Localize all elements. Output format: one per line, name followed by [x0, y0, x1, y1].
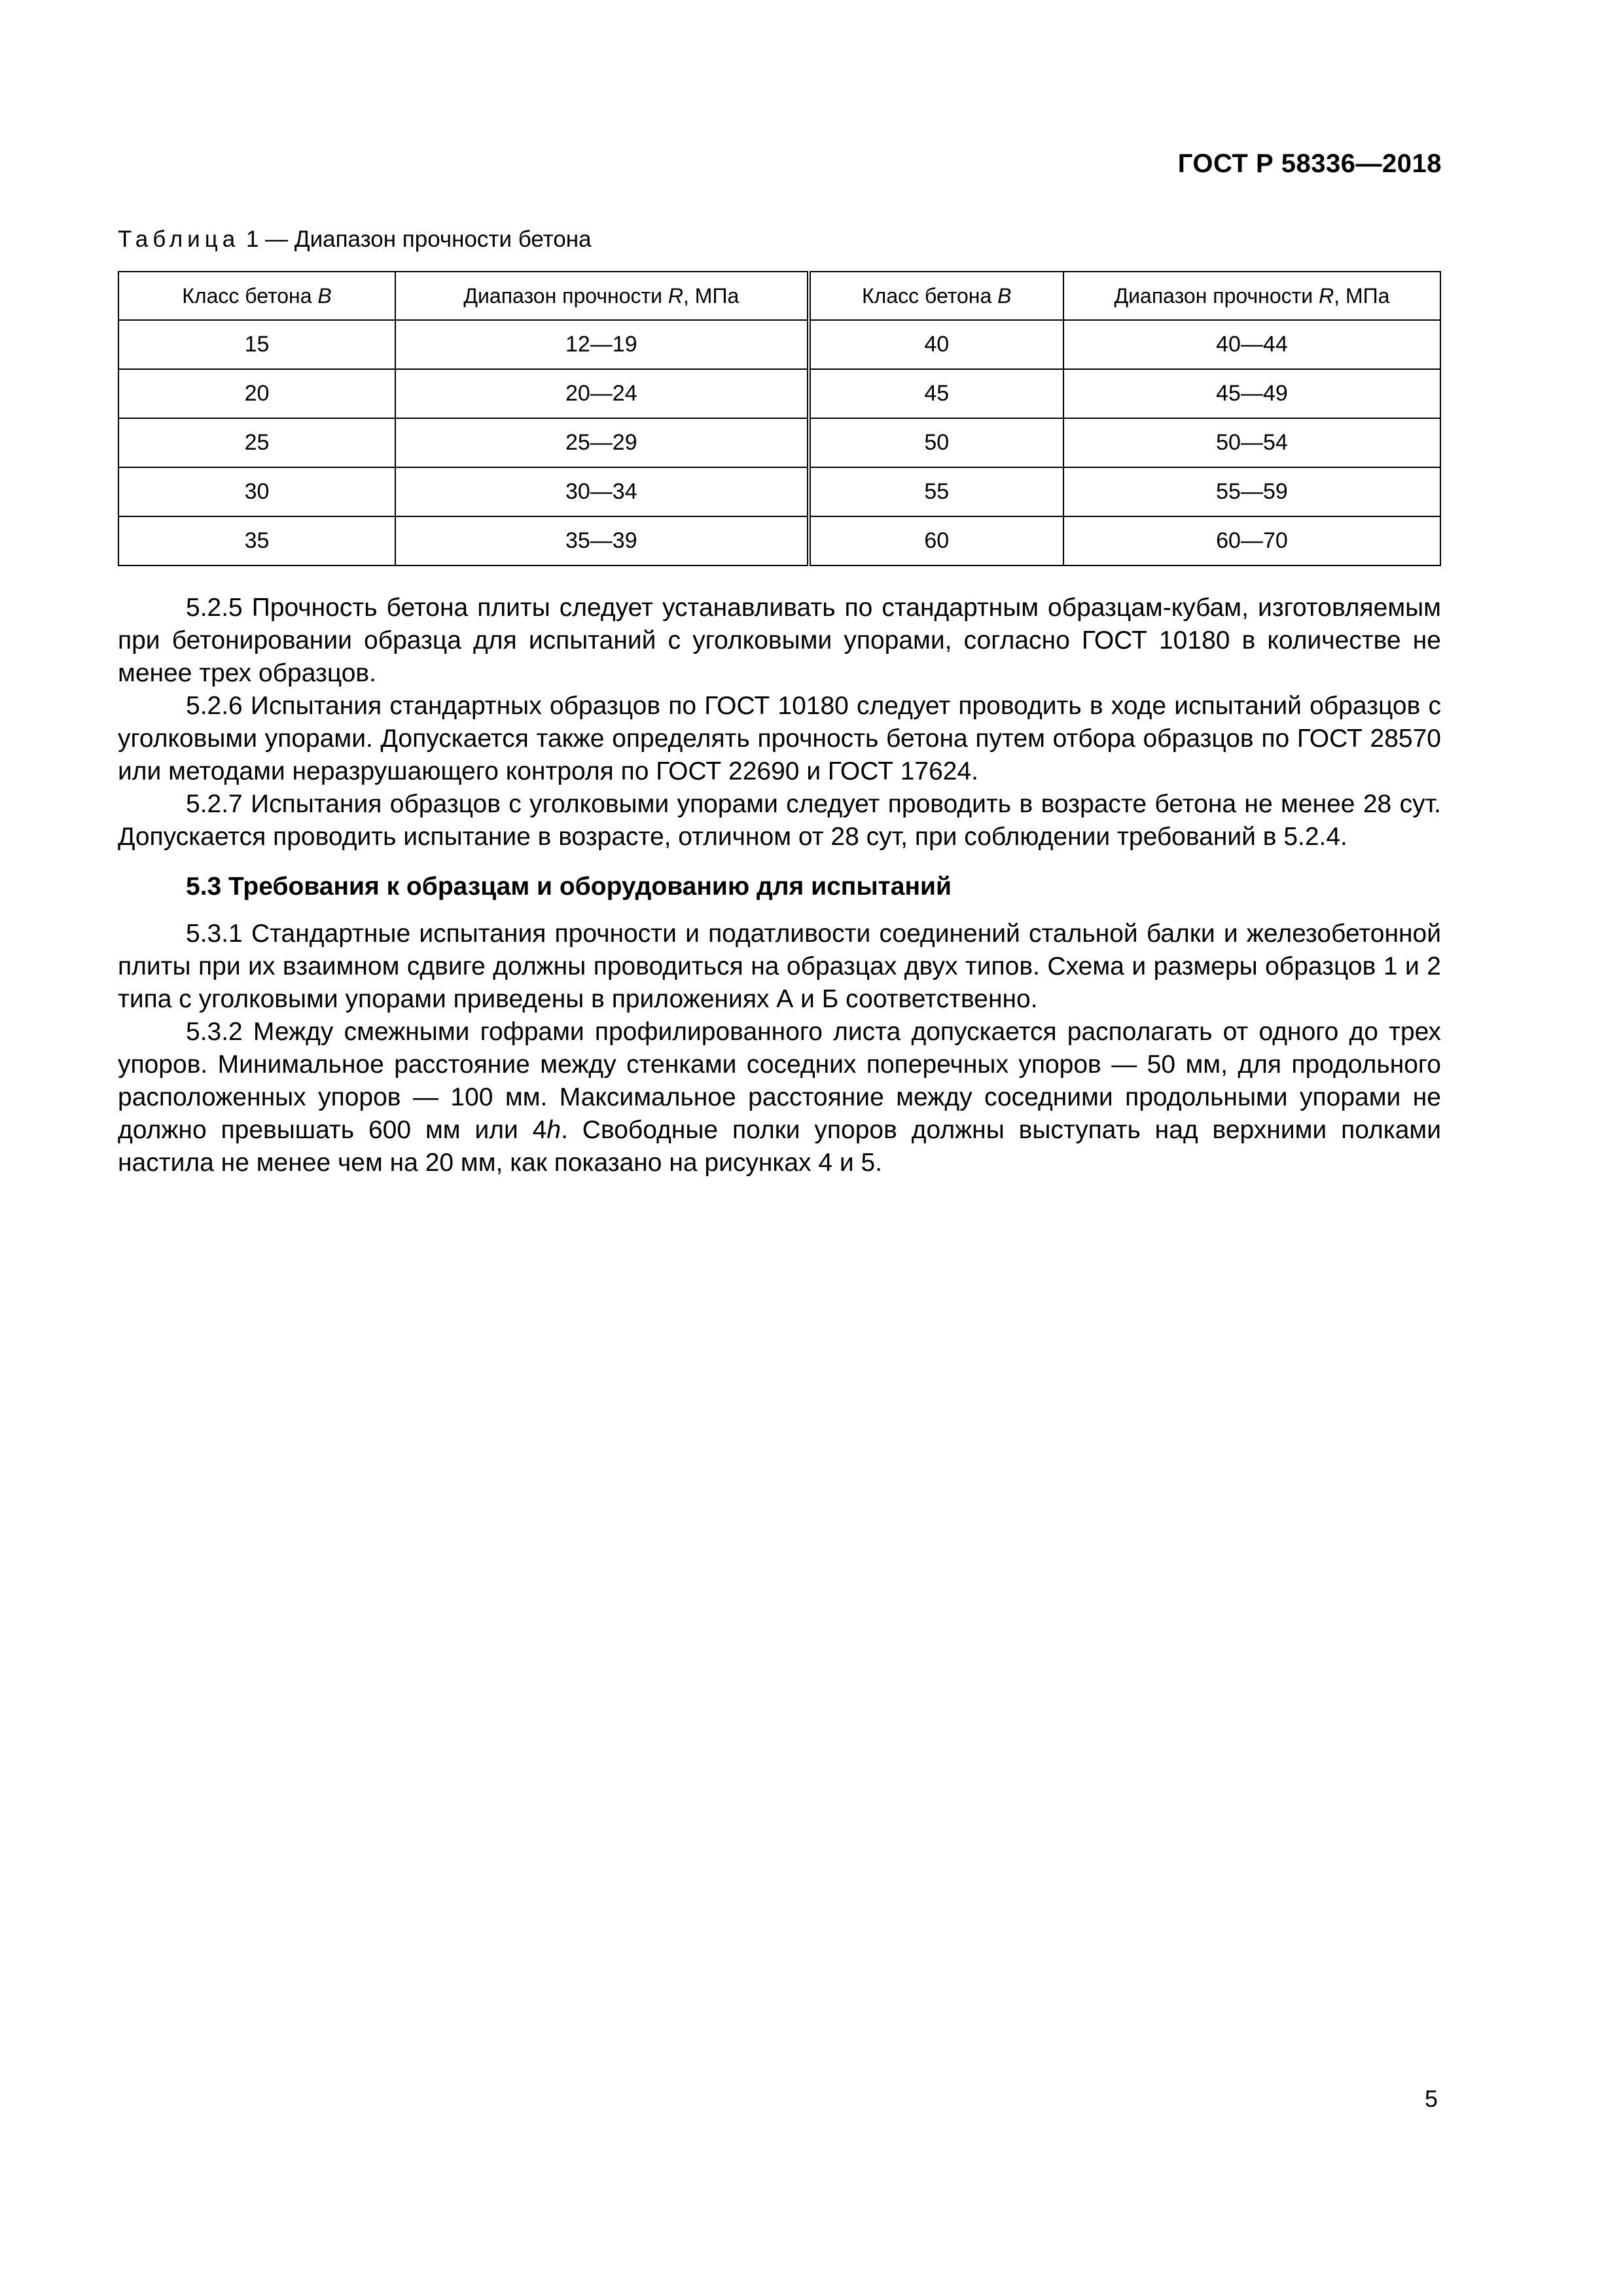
table-header-row — [118, 272, 1440, 320]
section-heading-5-3: 5.3 Требования к образцам и оборудованию для испытаний — [186, 872, 952, 901]
page-number: 5 — [1424, 2085, 1438, 2112]
table-cell: 25 — [118, 418, 395, 467]
table-cell: 30—34 — [395, 467, 809, 516]
table-row — [118, 369, 1440, 418]
table-caption-title: 1 — Диапазон прочности бетона — [240, 226, 592, 252]
table-cell: 40 — [809, 320, 1063, 369]
concrete-strength-table — [118, 271, 1441, 566]
document-code: ГОСТ Р 58336—2018 — [1177, 149, 1442, 178]
table-caption — [118, 226, 592, 253]
table-cell: 30 — [118, 467, 395, 516]
table-caption-word: Таблица — [118, 226, 240, 252]
paragraph-5-3-2: 5.3.2 Между смежными гофрами профилированного листа допускается располагать от одного до трех упоров. Минимальное расстояние между стенками соседних поперечных упоров — 50 мм, для продольного расположенных упоров — 100 мм. Максимальное расстояние между соседними продольными упорами не должно превышать 600 мм или 4h. Свободные полки упоров должны выступать над верхними полками настила не менее чем на 20 мм, как показано на рисунках 4 и 5. — [118, 1018, 1441, 1177]
table-cell: 15 — [118, 320, 395, 369]
header-strength-range: Диапазон прочности R, МПа — [395, 272, 809, 320]
table-cell: 60 — [809, 516, 1063, 565]
table-cell: 45—49 — [1063, 369, 1440, 418]
paragraph-5-2-6: 5.2.6 Испытания стандартных образцов по ГОСТ 10180 следует проводить в ходе испытаний образцов с уголковыми упорами. Допускается также определять прочность бетона путем отбора образцов по ГОСТ 28570 или методами неразрушающего контроля по ГОСТ 22690 и ГОСТ 17624. — [118, 692, 1441, 785]
body-text — [118, 592, 1441, 1179]
table-cell: 55 — [809, 467, 1063, 516]
table-row — [118, 467, 1440, 516]
table-cell: 40—44 — [1063, 320, 1440, 369]
table-row — [118, 418, 1440, 467]
header-strength-range: Диапазон прочности R, МПа — [1063, 272, 1440, 320]
table-cell: 50 — [809, 418, 1063, 467]
table-cell: 25—29 — [395, 418, 809, 467]
table-row — [118, 320, 1440, 369]
paragraph-5-2-5: 5.2.5 Прочность бетона плиты следует устанавливать по стандартным образцам-кубам, изготовляемым при бетонировании образца для испытаний с уголковыми упорами, согласно ГОСТ 10180 в количестве не менее трех образцов. — [118, 594, 1441, 687]
table-cell: 60—70 — [1063, 516, 1440, 565]
table-cell: 20—24 — [395, 369, 809, 418]
table-cell: 50—54 — [1063, 418, 1440, 467]
table-cell: 20 — [118, 369, 395, 418]
table-cell: 55—59 — [1063, 467, 1440, 516]
header-concrete-class: Класс бетона B — [809, 272, 1063, 320]
table-cell: 12—19 — [395, 320, 809, 369]
table-cell: 35—39 — [395, 516, 809, 565]
table-row — [118, 516, 1440, 565]
paragraph-5-3-1: 5.3.1 Стандартные испытания прочности и податливости соединений стальной балки и железобетонной плиты при их взаимном сдвиге должны проводиться на образцах двух типов. Схема и размеры образцов 1 и 2 типа с уголковыми упорами приведены в приложениях А и Б соответственно. — [118, 920, 1441, 1013]
paragraph-5-2-7: 5.2.7 Испытания образцов с уголковыми упорами следует проводить в возрасте бетона не менее 28 сут. Допускается проводить испытание в возрасте, отличном от 28 сут, при соблюдении требований в 5.2.4. — [118, 790, 1441, 851]
table-cell: 45 — [809, 369, 1063, 418]
table-cell: 35 — [118, 516, 395, 565]
header-concrete-class: Класс бетона B — [118, 272, 395, 320]
